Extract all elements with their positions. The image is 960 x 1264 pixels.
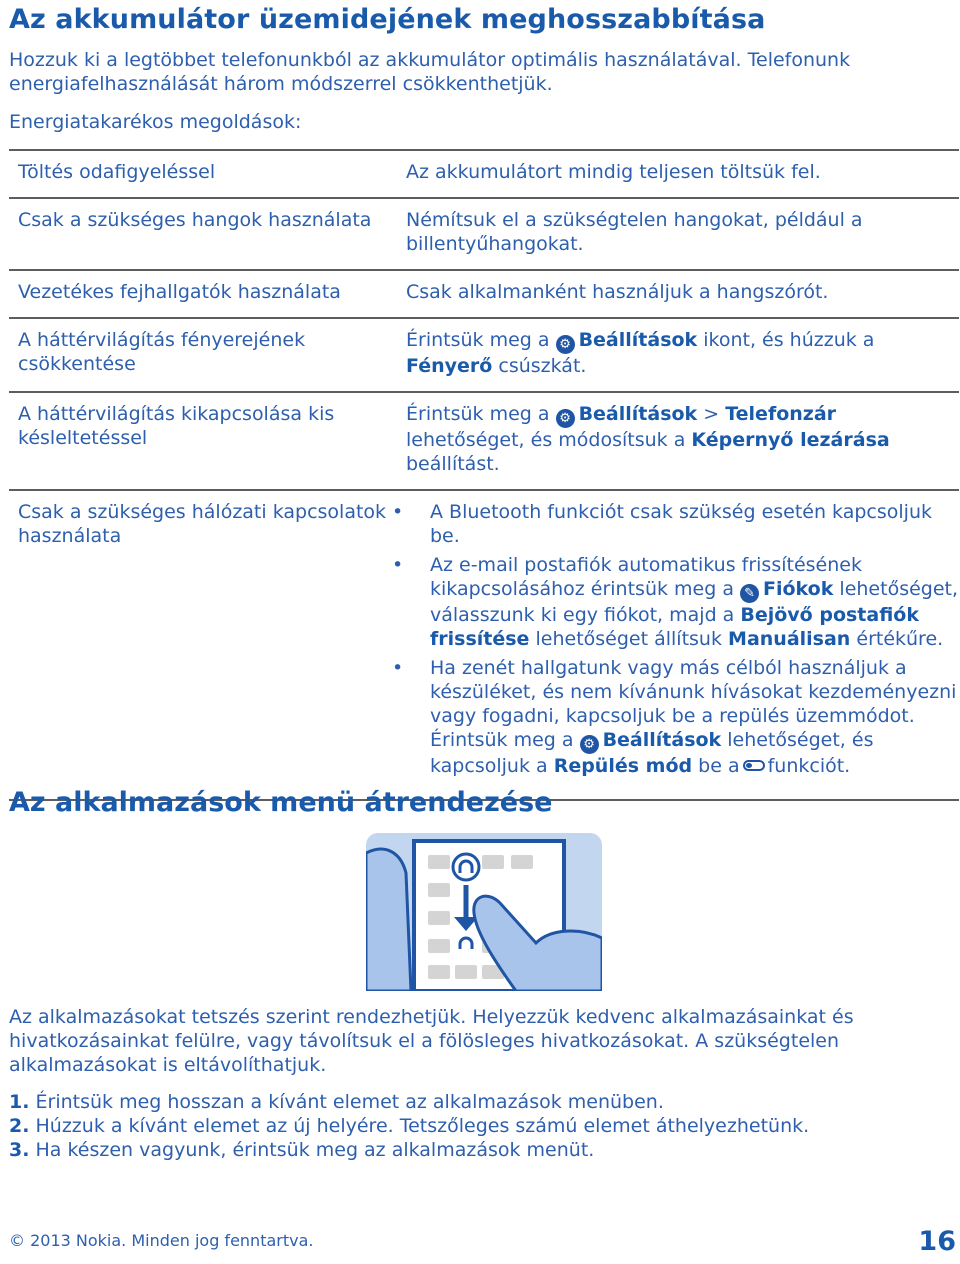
table-row bbox=[9, 270, 959, 318]
tip-label: Csak a szükséges hangok használata bbox=[18, 209, 372, 231]
list-item: • Ha zenét hallgatunk vagy más célból használjuk a készüléket, és nem kívánunk hívásokat kezdeményezni vagy fogadni, kapcsoljuk be a repülés üzemmódot. Érintsük meg a ⚙ Beállítások lehetőséget, és kapcsoljuk a Repülés mód be a funkciót. bbox=[406, 656, 959, 778]
table-row bbox=[9, 150, 959, 198]
page-number: 16 bbox=[918, 1226, 956, 1257]
table-row bbox=[9, 198, 959, 270]
section-title: Az alkalmazások menü átrendezése bbox=[9, 787, 553, 818]
accounts-key-icon: ✎ bbox=[740, 584, 759, 603]
accounts-term: Fiókok bbox=[763, 578, 834, 600]
energy-tips-table bbox=[9, 149, 959, 801]
rearrange-illustration bbox=[366, 833, 602, 991]
settings-term: Beállítások bbox=[578, 403, 698, 425]
settings-gear-icon: ⚙ bbox=[580, 735, 599, 754]
section-body: Az alkalmazásokat tetszés szerint rendezhetjük. Helyezzük kedvenc alkalmazásainkat és hivatkozásainkat felülre, vagy távolítsuk el a fölösleges hivatkozásokat. A szükségtelen alkalmazásokat is eltávolíthatjuk. bbox=[9, 1006, 854, 1076]
tip-label: A háttérvilágítás kikapcsolása kis késleltetéssel bbox=[18, 403, 335, 449]
manual-term: Manuálisan bbox=[728, 628, 851, 650]
list-item: 1. Érintsük meg hosszan a kívánt elemet az alkalmazások menüben. bbox=[9, 1091, 664, 1113]
list-item: 3. Ha készen vagyunk, érintsük meg az alkalmazások menüt. bbox=[9, 1139, 595, 1161]
tip-label: Csak a szükséges hálózati kapcsolatok használata bbox=[18, 501, 387, 547]
brightness-term: Fényerő bbox=[406, 355, 493, 377]
tip-label: Vezetékes fejhallgatók használata bbox=[18, 281, 341, 303]
screen-lock-term: Képernyő lezárása bbox=[691, 429, 890, 451]
list-item: 2. Húzzuk a kívánt elemet az új helyére. Tetszőleges számú elemet áthelyezhetünk. bbox=[9, 1115, 810, 1137]
list-item: • Az e-mail postafiók automatikus frissítésének kikapcsolásához érintsük meg a ✎ Fiókok lehetőséget, válasszunk ki egy fiókot, majd a Bejövő postafiók frissítése lehetőséget állítsuk Manuálisan értékűre. bbox=[406, 553, 959, 651]
phone-lock-term: Telefonzár bbox=[725, 403, 837, 425]
toggle-switch-icon bbox=[743, 760, 765, 771]
tip-description: Érintsük meg a ⚙ Beállítások > Telefonzár lehetőséget, és módosítsuk a Képernyő lezárása beállítást. bbox=[406, 403, 890, 475]
network-tips-list bbox=[406, 500, 959, 778]
settings-gear-icon: ⚙ bbox=[556, 335, 575, 354]
tips-subheading: Energiatakarékos megoldások: bbox=[9, 111, 302, 133]
intro-paragraph: Hozzuk ki a legtöbbet telefonunkból az akkumulátor optimális használatával. Telefonunk energiafelhasználását három módszerrel csökkenthetjük. bbox=[9, 49, 851, 95]
tip-label: A háttérvilágítás fényerejének csökkentése bbox=[18, 329, 306, 375]
inbox-refresh-term: Bejövő postafiók frissítése bbox=[430, 604, 919, 650]
flight-mode-term: Repülés mód bbox=[553, 755, 693, 777]
table-row bbox=[9, 318, 959, 392]
tip-description: Csak alkalmanként használjuk a hangszórót. bbox=[406, 281, 829, 303]
tip-description: Némítsuk el a szükségtelen hangokat, például a billentyűhangokat. bbox=[406, 209, 863, 255]
table-row bbox=[9, 392, 959, 490]
steps-list bbox=[9, 1090, 809, 1162]
page-title: Az akkumulátor üzemidejének meghosszabbítása bbox=[9, 4, 766, 35]
tip-description: Érintsük meg a ⚙ Beállítások ikont, és húzzuk a Fényerő csúszkát. bbox=[406, 329, 875, 377]
settings-gear-icon: ⚙ bbox=[556, 409, 575, 428]
list-item: • A Bluetooth funkciót csak szükség esetén kapcsoljuk be. bbox=[406, 500, 959, 548]
settings-term: Beállítások bbox=[602, 729, 722, 751]
tip-label: Töltés odafigyeléssel bbox=[18, 161, 216, 183]
tip-description bbox=[397, 490, 959, 800]
table-row bbox=[9, 490, 959, 800]
copyright-footer: © 2013 Nokia. Minden jog fenntartva. bbox=[9, 1231, 314, 1250]
tip-description: Az akkumulátort mindig teljesen töltsük fel. bbox=[406, 161, 821, 183]
settings-term: Beállítások bbox=[578, 329, 698, 351]
